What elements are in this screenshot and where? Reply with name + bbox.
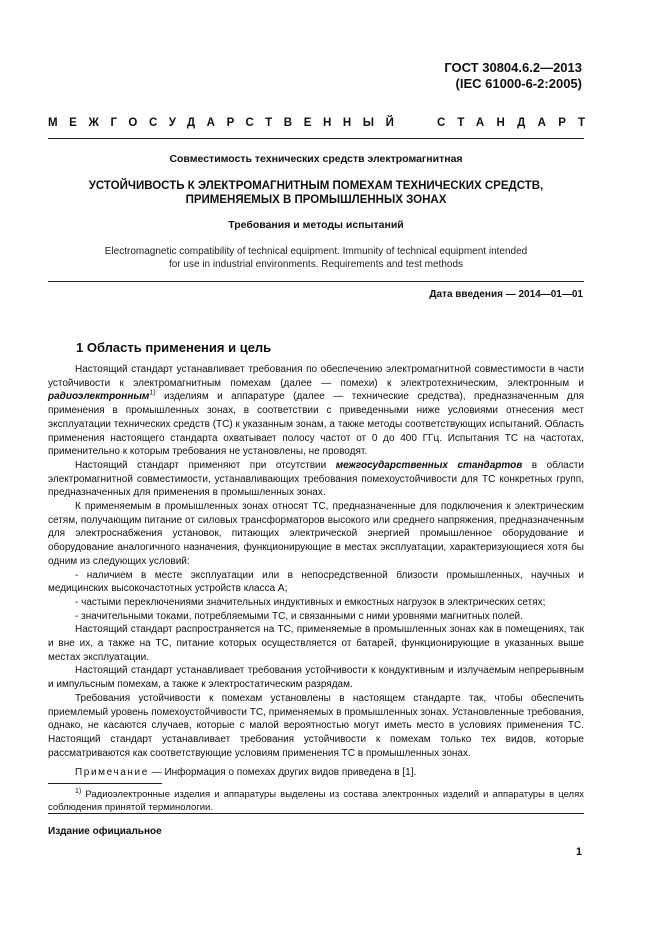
text-run: в области электромагнитной совместимости, устанавливающих требования помехоустойчивости для ТС конкретных групп, предназначенных для применения в промышленных зонах. [48, 459, 585, 499]
standard-code-block [444, 60, 582, 92]
emphasized-term: радиоэлектронным [48, 391, 150, 403]
page-number: 1 [575, 846, 582, 858]
section-heading: 1 Область применения и цель [76, 340, 272, 355]
paragraph: К применяемым в промышленных зонах относят ТС, предназначенные для подключения к электрическим сетям, получающим питание от силовых трансформаторов высокого или среднего напряжения, предназначенным для электроснабжения установок, питающих электрической энергией промышленное оборудование и оборудование аналогичного назначения, функционирующие в местах эксплуатации, характеризующиеся хотя бы одним из следующих условий: [48, 501, 584, 567]
banner-standard: СТАНДАРТ [437, 117, 598, 129]
banner-divider [48, 138, 584, 139]
footnote [48, 788, 584, 814]
paragraph: Настоящий стандарт распространяется на ТС, применяемые в промышленных зонах как в помещениях, так и вне их, а также на ТС, питание которых осуществляется от батарей, функционирующие в указанных выше местах эксплуатации. [48, 624, 584, 663]
section-body [48, 363, 584, 780]
text-run: Настоящий стандарт применяют при отсутствии [75, 459, 336, 471]
document-title [48, 179, 584, 207]
date-divider [48, 281, 584, 282]
text-run: изделиям и аппаратуре (далее — технические средства), предназначенным для применения в промышленных зонах, в соответствии с приведенными ниже условиями отнесения мест эксплуатации технических средств (ТС) к указанным зонам, а также методы соответствующих испытаний. Область применения настоящего стандарта охватывает полосу частот от 0 до 400 ГГц. Испытания ТС на частотах, применительно к которым требования не установлены, не проводят. [48, 391, 584, 458]
list-item: - наличием в месте эксплуатации или в непосредственной близости промышленных, научных и медицинских высокочастотных устройств класса А; [48, 569, 584, 595]
title-line-1: УСТОЙЧИВОСТЬ К ЭЛЕКТРОМАГНИТНЫМ ПОМЕХАМ ТЕХНИЧЕСКИХ СРЕДСТВ, [88, 180, 544, 192]
english-title-line-1: Electromagnetic compatibility of technical equipment. Immunity of technical equipment intended [104, 246, 528, 257]
note-label: Примечание [75, 767, 149, 779]
note [48, 766, 584, 780]
edition-label: Издание официальное [48, 826, 162, 837]
emphasized-term: межгосударственных стандартов [335, 459, 523, 471]
footnote-ref: 1) [149, 390, 156, 398]
english-title-line-2: for use in industrial environments. Requirements and test methods [168, 259, 464, 270]
list-item: - значительными токами, потребляемыми ТС, и связанными с ними уровнями магнитных полей. [75, 610, 523, 622]
paragraph: Требования устойчивости к помехам установлены в настоящем стандарте так, чтобы обеспечить приемлемый уровень помехоустойчивости ТС, применяемых в промышленных зонах. Установленные требования, однако, не касаются случаев, которые с малой вероятностью могут иметь место в условиях применения ТС. Настоящий стандарт устанавливает требования устойчивости к помехам только тех видов, которые рассматриваются как соответствующие условиям применения ТС в промышленных зонах. [48, 692, 584, 759]
list-item: - частыми переключениями значительных индуктивных и емкостных нагрузок в электрических сетях; [75, 596, 546, 608]
paragraph: Настоящий стандарт устанавливает требования устойчивости к кондуктивным и излучаемым непрерывным и импульсным помехам, а также к электростатическим разрядам. [48, 665, 584, 691]
note-text: — Информация о помехах других видов приведена в [1]. [148, 767, 417, 779]
title-line-2: ПРИМЕНЯЕМЫХ В ПРОМЫШЛЕННЫХ ЗОНАХ [185, 194, 447, 206]
subject-heading: Совместимость технических средств электромагнитная [169, 153, 463, 165]
text-run: Настоящий стандарт устанавливает требования по обеспечению электромагнитной совместимости в части устойчивости к электромагнитным помехам (далее — помехи) к электротехническим, электронным и [48, 364, 584, 389]
footnote-text: Радиоэлектронные изделия и аппаратуры выделены из состава электронных изделий и аппаратуры в целях соблюдения принятой терминологии. [48, 789, 584, 813]
paragraph [48, 363, 584, 459]
english-title [48, 245, 584, 271]
footnote-mark: 1) [75, 787, 82, 795]
iec-code: (IEC 61000-6-2:2005) [455, 76, 582, 91]
date-of-introduction: Дата введения — 2014—01—01 [429, 289, 583, 300]
banner-interstate: МЕЖГОСУДАРСТВЕННЫЙ [48, 117, 406, 129]
footnote-divider [48, 783, 162, 784]
document-subtitle: Требования и методы испытаний [228, 219, 404, 231]
edition-divider [48, 813, 584, 814]
standard-code: ГОСТ 30804.6.2—2013 [444, 60, 582, 75]
paragraph [48, 459, 584, 500]
